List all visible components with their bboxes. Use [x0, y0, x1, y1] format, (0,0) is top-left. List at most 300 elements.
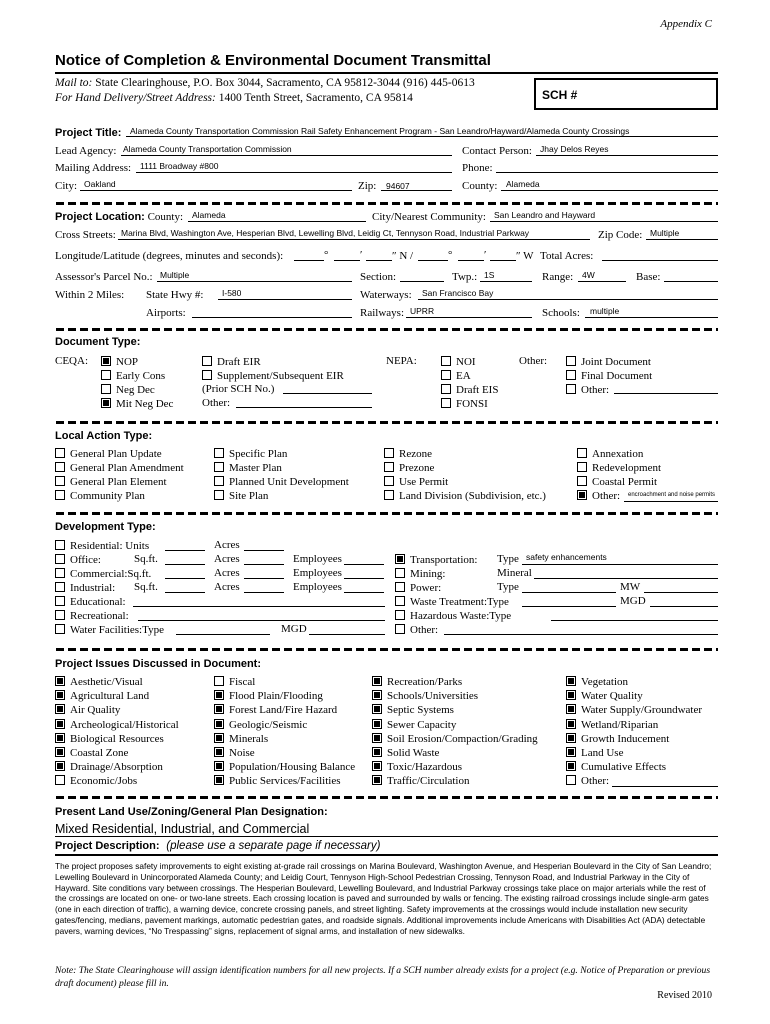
mailing-field[interactable]	[136, 172, 452, 173]
dev-office[interactable]: Office:	[55, 553, 101, 567]
checkbox[interactable]	[214, 690, 224, 700]
checkbox-label: Coastal Permit	[592, 476, 658, 488]
lat-deg-symbol: °	[324, 249, 329, 261]
checkbox-item-nop[interactable]	[101, 355, 138, 369]
mailing-value: 1111 Broadway #800	[140, 161, 219, 171]
checkbox[interactable]	[55, 747, 65, 757]
residential-acres-label: Acres	[214, 539, 240, 551]
checkbox-label: Agricultural Land	[70, 690, 150, 703]
commercial-sqft-field[interactable]	[165, 578, 205, 579]
page-title: Notice of Completion & Environmental Document Transmittal	[55, 52, 491, 69]
industrial-checkbox[interactable]	[55, 582, 65, 592]
section-divider	[56, 512, 718, 515]
checkbox-item-forest-land-fire-hazard[interactable]	[214, 703, 337, 717]
dev-mining[interactable]: Mining:	[395, 567, 445, 581]
checkbox-item-general-plan-element[interactable]	[55, 475, 167, 489]
checkbox[interactable]	[566, 747, 576, 757]
railways-value: UPRR	[410, 306, 435, 316]
residential-units-field[interactable]	[165, 550, 205, 551]
checkbox[interactable]	[384, 448, 394, 458]
power-mw-label: MW	[620, 581, 641, 593]
checkbox[interactable]	[214, 747, 224, 757]
hazardous-checkbox[interactable]	[395, 610, 405, 620]
checkbox[interactable]	[55, 704, 65, 714]
checkbox-item-agricultural-land[interactable]	[55, 689, 149, 703]
twp-label: Twp.:	[452, 271, 478, 283]
checkbox-item-coastal-permit[interactable]	[577, 475, 657, 489]
checkbox[interactable]	[384, 476, 394, 486]
airports-field[interactable]	[192, 317, 352, 318]
section-divider	[56, 328, 718, 331]
checkbox[interactable]	[577, 490, 587, 500]
checkbox-label: Geologic/Seismic	[229, 718, 308, 731]
checkbox-item-noi[interactable]	[441, 355, 476, 369]
checkbox-item-fonsi[interactable]	[441, 397, 488, 411]
power-type-label: Type	[497, 581, 519, 593]
checkbox-item-water-quality[interactable]	[566, 689, 643, 703]
lat-deg-field[interactable]	[294, 260, 324, 261]
ceqa-other-field[interactable]	[236, 407, 372, 408]
location-county-field[interactable]	[188, 221, 366, 222]
project-title-field[interactable]	[126, 136, 718, 137]
dev-educational[interactable]: Educational:	[55, 595, 126, 609]
range-value: 4W	[582, 270, 595, 280]
checkbox-item-site-plan[interactable]	[214, 489, 268, 503]
checkbox-label: Flood Plain/Flooding	[229, 690, 323, 703]
transport-type-value: safety enhancements	[526, 552, 607, 562]
sch-label: SCH #	[542, 88, 578, 102]
airports-label: Airports:	[146, 307, 186, 319]
dev-other[interactable]: Other:	[395, 623, 438, 637]
checkbox-item-schools-universities[interactable]	[372, 689, 478, 703]
checkbox-item-final-document[interactable]	[566, 369, 652, 383]
waterways-label: Waterways:	[360, 289, 412, 301]
hand-delivery-line: For Hand Delivery/Street Address: 1400 Tenth Street, Sacramento, CA 95814	[55, 92, 413, 104]
project-title-row: Project Title:	[55, 127, 122, 139]
prior-sch-field[interactable]	[283, 393, 372, 394]
checkbox[interactable]	[566, 384, 576, 394]
doc-other-label: Other:	[519, 355, 548, 367]
dev-hazardous[interactable]: Hazardous Waste:Type	[395, 609, 511, 623]
checkbox[interactable]	[441, 356, 451, 366]
checkbox[interactable]	[214, 448, 224, 458]
description-text: The project proposes safety improvements to eight existing at-grade rail crossings on Marina Boulevard, Washington Avenue, and Hesperian Boulevard in the City of San Leandro; Lewelling Boulevard in Unincorporated Alameda County; and Leidig Court, Tennyson High-School Pedestrian Crossing, Tennyson Road, and Industrial Parkway in the City of Hayward. Site conditions vary between crossings. The Hesperian Boulevard, Lewelling Boulevard, and Industrial Parkway crossings take place on major arterials while the rest of the crossings are located on one- or two-lane streets. Each crossing location is paved and surrounded by walls or fencing. The existing railroad crossings include single-arm gates (one in each direction of traffic), a warning device, concrete crossing panels, and street lighting. Safety improvements at the crossings would include installation new security gates/fencing, medians, pavement markings, automatic pedestrian gates, and roadside signals. Additional improvements include Americans with Disabilities Act (ADA) detectable pavers, warning devices, “No Trespassing” signs, replacement of signal arms, and installation of new sidewalks.	[55, 861, 712, 936]
transport-type-field[interactable]	[522, 564, 718, 565]
checkbox[interactable]	[214, 676, 224, 686]
checkbox-item-aesthetic-visual[interactable]	[55, 675, 143, 689]
office-sqft-label: Sq.ft.	[134, 553, 158, 565]
office-employees-label: Employees	[293, 553, 342, 565]
checkbox[interactable]	[566, 719, 576, 729]
doc-other-field[interactable]	[614, 393, 718, 394]
zip-label: Zip:	[358, 180, 377, 192]
checkbox[interactable]	[214, 704, 224, 714]
checkbox-item-joint-document[interactable]	[566, 355, 651, 369]
contact-value: Jhay Delos Reyes	[540, 144, 609, 154]
checkbox-item-early-cons[interactable]	[101, 369, 165, 383]
checkbox[interactable]	[566, 704, 576, 714]
checkbox-label: Public Services/Facilities	[229, 775, 341, 788]
checkbox[interactable]	[372, 690, 382, 700]
checkbox-item-land-use[interactable]	[566, 746, 623, 760]
checkbox-item-air-quality[interactable]	[55, 703, 120, 717]
checkbox-item-neg-dec[interactable]	[101, 383, 155, 397]
lead-agency-label: Lead Agency:	[55, 145, 117, 157]
industrial-sqft-field[interactable]	[165, 592, 205, 593]
railways-field[interactable]	[406, 317, 532, 318]
checkbox-item-traffic-circulation[interactable]	[372, 774, 470, 788]
section-field[interactable]	[400, 281, 444, 282]
dev-power[interactable]: Power:	[395, 581, 441, 595]
checkbox-label: Minerals	[229, 732, 269, 745]
industrial-acres-field[interactable]	[244, 592, 284, 593]
range-label: Range:	[542, 271, 574, 283]
waste-checkbox[interactable]	[395, 596, 405, 606]
checkbox-item-vegetation[interactable]	[566, 675, 628, 689]
checkbox[interactable]	[101, 356, 111, 366]
checkbox-label: Water Supply/Groundwater	[581, 704, 702, 717]
waterways-field[interactable]	[418, 299, 718, 300]
checkbox-label: Coastal Zone	[70, 747, 129, 759]
checkbox-label: Site Plan	[229, 490, 269, 502]
checkbox-item-toxic-hazardous[interactable]	[372, 760, 462, 774]
recreational-field[interactable]	[138, 620, 385, 621]
checkbox-label: Joint Document	[581, 356, 651, 368]
phone-field[interactable]	[496, 172, 718, 173]
checkbox-item-public-services-facilities[interactable]	[214, 774, 341, 788]
checkbox-item-rezone[interactable]	[384, 447, 432, 461]
sch-box[interactable]	[534, 78, 718, 110]
checkbox-item-draft-eis[interactable]	[441, 383, 498, 397]
mail-to-line: Mail to: State Clearinghouse, P.O. Box 3044, Sacramento, CA 95812-3044 (916) 445-0613	[55, 77, 475, 89]
checkbox[interactable]	[202, 370, 212, 380]
checkbox[interactable]	[566, 733, 576, 743]
dev-other-field[interactable]	[444, 634, 718, 635]
issues-other-field[interactable]	[612, 786, 718, 787]
mineral-field[interactable]	[534, 578, 718, 579]
base-label: Base:	[636, 271, 661, 283]
checkbox[interactable]	[566, 370, 576, 380]
checkbox[interactable]	[577, 476, 587, 486]
lat-sec-field[interactable]	[366, 260, 392, 261]
city-field[interactable]	[80, 190, 352, 191]
checkbox[interactable]	[577, 448, 587, 458]
checkbox-label: Planned Unit Development	[229, 476, 349, 488]
checkbox[interactable]	[55, 775, 65, 785]
checkbox-item-supplement-subsequent-eir[interactable]	[202, 369, 344, 383]
checkbox-label: Growth Inducement	[581, 732, 670, 745]
checkbox[interactable]	[101, 384, 111, 394]
checkbox[interactable]	[55, 676, 65, 686]
schools-value: multiple	[590, 306, 620, 316]
phone-label: Phone:	[462, 162, 493, 174]
community-label: City/Nearest Community:	[372, 211, 486, 223]
dev-waste[interactable]: Waste Treatment:Type	[395, 595, 509, 609]
water-type-field[interactable]	[176, 634, 270, 635]
checkbox[interactable]	[566, 356, 576, 366]
checkbox-label: Other:	[581, 384, 610, 396]
checkbox-label: Annexation	[592, 448, 644, 460]
checkbox-item-fiscal[interactable]	[214, 675, 255, 689]
checkbox-item-minerals[interactable]	[214, 732, 268, 746]
ceqa-label: CEQA:	[55, 355, 88, 367]
checkbox-item-ea[interactable]	[441, 369, 471, 383]
checkbox-label: Recreation/Parks	[387, 676, 463, 688]
checkbox[interactable]	[55, 448, 65, 458]
educational-checkbox[interactable]	[55, 596, 65, 606]
checkbox-label: Draft EIS	[456, 384, 499, 396]
local-other-field[interactable]	[624, 501, 718, 502]
checkbox-item-archeological-historical[interactable]	[55, 718, 179, 732]
lead-agency-field[interactable]	[121, 155, 452, 156]
hazardous-field[interactable]	[551, 620, 718, 621]
power-checkbox[interactable]	[395, 582, 405, 592]
long-min-field[interactable]	[458, 260, 484, 261]
dev-other-checkbox[interactable]	[395, 624, 405, 634]
water-checkbox[interactable]	[55, 624, 65, 634]
community-field[interactable]	[490, 221, 718, 222]
checkbox[interactable]	[214, 719, 224, 729]
checkbox[interactable]	[55, 733, 65, 743]
checkbox-item-drainage-absorption[interactable]	[55, 760, 163, 774]
checkbox[interactable]	[55, 462, 65, 472]
lat-sec-symbol: ″ N /	[392, 250, 414, 262]
checkbox[interactable]	[372, 775, 382, 785]
checkbox-item-septic-systems[interactable]	[372, 703, 454, 717]
checkbox-item-growth-inducement[interactable]	[566, 732, 669, 746]
checkbox-item-solid-waste[interactable]	[372, 746, 439, 760]
checkbox-item-geologic-seismic[interactable]	[214, 718, 307, 732]
mailing-label: Mailing Address:	[55, 162, 132, 174]
checkbox-label: Sewer Capacity	[387, 718, 457, 731]
recreational-checkbox[interactable]	[55, 610, 65, 620]
checkbox-item-mit-neg-dec[interactable]	[101, 397, 173, 411]
hwy-field[interactable]	[218, 299, 352, 300]
commercial-acres-field[interactable]	[244, 578, 284, 579]
checkbox-label: Drainage/Absorption	[70, 761, 163, 774]
checkbox-item-cumulative-effects[interactable]	[566, 760, 666, 774]
checkbox-item-wetland-riparian[interactable]	[566, 718, 658, 732]
section-divider	[56, 648, 718, 651]
land-use-field[interactable]	[55, 836, 718, 837]
checkbox[interactable]	[202, 356, 212, 366]
checkbox-label: Schools/Universities	[387, 690, 479, 703]
checkbox-item-water-supply-groundwater[interactable]	[566, 703, 702, 717]
checkbox-item-economic-jobs[interactable]	[55, 774, 137, 788]
checkbox-label: NOP	[116, 356, 139, 368]
checkbox[interactable]	[55, 476, 65, 486]
checkbox[interactable]	[566, 775, 576, 785]
doc-type-heading: Document Type:	[55, 336, 141, 348]
land-use-heading: Present Land Use/Zoning/General Plan Designation:	[55, 806, 328, 818]
commercial-employees-field[interactable]	[344, 578, 384, 579]
educational-field[interactable]	[133, 606, 385, 607]
checkbox-label: Supplement/Subsequent EIR	[217, 370, 344, 382]
long-sec-field[interactable]	[490, 260, 516, 261]
lat-min-field[interactable]	[334, 260, 360, 261]
total-acres-field[interactable]	[602, 260, 718, 261]
checkbox-label: Wetland/Riparian	[581, 718, 659, 731]
checkbox[interactable]	[441, 384, 451, 394]
water-mgd-label: MGD	[281, 623, 307, 635]
checkbox[interactable]	[101, 370, 111, 380]
section-label: Section:	[360, 271, 397, 283]
power-type-field[interactable]	[522, 592, 616, 593]
dev-recreational[interactable]: Recreational:	[55, 609, 129, 623]
transport-type-label: Type	[497, 553, 519, 565]
checkbox[interactable]	[384, 462, 394, 472]
checkbox[interactable]	[441, 398, 451, 408]
checkbox[interactable]	[214, 462, 224, 472]
office-acres-field[interactable]	[244, 564, 284, 565]
description-header: Project Description: (please use a separate page if necessary)	[55, 840, 381, 852]
checkbox-item-master-plan[interactable]	[214, 461, 282, 475]
residential-acres-field[interactable]	[244, 550, 284, 551]
checkbox-item-other[interactable]	[577, 489, 620, 503]
checkbox-label: Master Plan	[229, 462, 282, 474]
title-rule	[55, 72, 718, 74]
checkbox-label: Other:	[592, 490, 621, 502]
checkbox-item-flood-plain-flooding[interactable]	[214, 689, 323, 703]
waste-type-field[interactable]	[522, 606, 616, 607]
transportation-checkbox[interactable]	[395, 554, 405, 564]
checkbox[interactable]	[372, 747, 382, 757]
twp-value: 1S	[484, 270, 495, 280]
county-field[interactable]	[501, 190, 718, 191]
checkbox[interactable]	[214, 733, 224, 743]
checkbox[interactable]	[55, 761, 65, 771]
mining-checkbox[interactable]	[395, 568, 405, 578]
checkbox[interactable]	[566, 761, 576, 771]
checkbox-label: Economic/Jobs	[70, 775, 138, 788]
checkbox-item-recreation-parks[interactable]	[372, 675, 462, 689]
checkbox[interactable]	[577, 462, 587, 472]
checkbox[interactable]	[372, 676, 382, 686]
cross-streets-field[interactable]	[118, 239, 590, 240]
office-checkbox[interactable]	[55, 554, 65, 564]
checkbox-label: Septic Systems	[387, 704, 454, 717]
apn-label: Assessor's Parcel No.:	[55, 271, 153, 283]
twp-field[interactable]	[480, 281, 532, 282]
checkbox-item-other[interactable]	[566, 383, 609, 397]
dev-commercial[interactable]: Commercial:Sq.ft.	[55, 567, 151, 581]
checkbox[interactable]	[372, 704, 382, 714]
mineral-label: Mineral	[497, 567, 532, 579]
checkbox-item-general-plan-update[interactable]	[55, 447, 162, 461]
checkbox-label: Redevelopment	[592, 462, 662, 474]
checkbox[interactable]	[566, 690, 576, 700]
industrial-employees-field[interactable]	[344, 592, 384, 593]
dev-industrial[interactable]: Industrial:	[55, 581, 115, 595]
prior-sch-label: (Prior SCH No.)	[202, 383, 275, 395]
range-field[interactable]	[578, 281, 626, 282]
base-field[interactable]	[664, 281, 718, 282]
checkbox[interactable]	[372, 719, 382, 729]
zip-field[interactable]	[381, 190, 452, 191]
apn-field[interactable]	[157, 281, 352, 282]
waste-mgd-field[interactable]	[650, 606, 718, 607]
checkbox-item-sewer-capacity[interactable]	[372, 718, 456, 732]
section-divider	[56, 421, 718, 424]
checkbox-item-annexation[interactable]	[577, 447, 643, 461]
checkbox-item-use-permit[interactable]	[384, 475, 448, 489]
dev-residential[interactable]: Residential: Units	[55, 539, 149, 553]
checkbox-label: Community Plan	[70, 490, 145, 502]
checkbox-item-draft-eir[interactable]	[202, 355, 261, 369]
checkbox-item-soil-erosion-compaction-grading[interactable]	[372, 732, 538, 746]
checkbox-label: Fiscal	[229, 676, 256, 688]
checkbox-item-biological-resources[interactable]	[55, 732, 164, 746]
office-sqft-field[interactable]	[165, 564, 205, 565]
dev-transportation[interactable]: Transportation:	[395, 553, 477, 567]
checkbox-item-redevelopment[interactable]	[577, 461, 661, 475]
checkbox[interactable]	[55, 719, 65, 729]
dev-water[interactable]: Water Facilities:Type	[55, 623, 164, 637]
checkbox-label: Traffic/Circulation	[387, 775, 470, 788]
checkbox[interactable]	[384, 490, 394, 500]
hwy-label: State Hwy #:	[146, 289, 204, 301]
office-employees-field[interactable]	[344, 564, 384, 565]
waterways-value: San Francisco Bay	[422, 288, 494, 298]
residential-checkbox[interactable]	[55, 540, 65, 550]
location-zip-value: Multiple	[650, 228, 680, 238]
development-heading: Development Type:	[55, 521, 156, 533]
checkbox[interactable]	[214, 775, 224, 785]
checkbox-item-population-housing-balance[interactable]	[214, 760, 355, 774]
location-zip-label: Zip Code:	[598, 229, 643, 241]
checkbox-item-general-plan-amendment[interactable]	[55, 461, 184, 475]
checkbox-label: Forest Land/Fire Hazard	[229, 704, 338, 717]
checkbox-label: Aesthetic/Visual	[70, 676, 143, 688]
checkbox-item-planned-unit-development[interactable]	[214, 475, 349, 489]
contact-field[interactable]	[536, 155, 718, 156]
power-mw-field[interactable]	[644, 592, 718, 593]
long-deg-field[interactable]	[418, 260, 448, 261]
checkbox-item-community-plan[interactable]	[55, 489, 145, 503]
checkbox[interactable]	[55, 690, 65, 700]
checkbox[interactable]	[566, 676, 576, 686]
checkbox[interactable]	[214, 490, 224, 500]
checkbox-item-specific-plan[interactable]	[214, 447, 287, 461]
land-use-value: Mixed Residential, Industrial, and Commercial	[55, 822, 310, 836]
checkbox-item-coastal-zone[interactable]	[55, 746, 128, 760]
checkbox-label: Biological Resources	[70, 732, 164, 745]
city-label: City:	[55, 180, 78, 192]
checkbox[interactable]	[55, 490, 65, 500]
commercial-checkbox[interactable]	[55, 568, 65, 578]
checkbox-item-other[interactable]	[566, 774, 609, 788]
commercial-employees-label: Employees	[293, 567, 342, 579]
location-county-value: Alameda	[192, 210, 226, 220]
checkbox-label: EA	[456, 370, 471, 382]
total-acres-label: Total Acres:	[540, 250, 594, 262]
waste-mgd-label: MGD	[620, 595, 646, 607]
location-zip-field[interactable]	[646, 239, 718, 240]
schools-field[interactable]	[585, 317, 718, 318]
checkbox-item-prezone[interactable]	[384, 461, 434, 475]
checkbox[interactable]	[372, 761, 382, 771]
checkbox[interactable]	[214, 476, 224, 486]
water-mgd-field[interactable]	[309, 634, 385, 635]
nepa-label: NEPA:	[386, 355, 417, 367]
checkbox[interactable]	[101, 398, 111, 408]
description-rule	[55, 854, 718, 856]
checkbox-item-land-division-subdivision-etc[interactable]	[384, 489, 546, 503]
checkbox[interactable]	[441, 370, 451, 380]
checkbox[interactable]	[372, 733, 382, 743]
checkbox-item-noise[interactable]	[214, 746, 255, 760]
checkbox[interactable]	[214, 761, 224, 771]
